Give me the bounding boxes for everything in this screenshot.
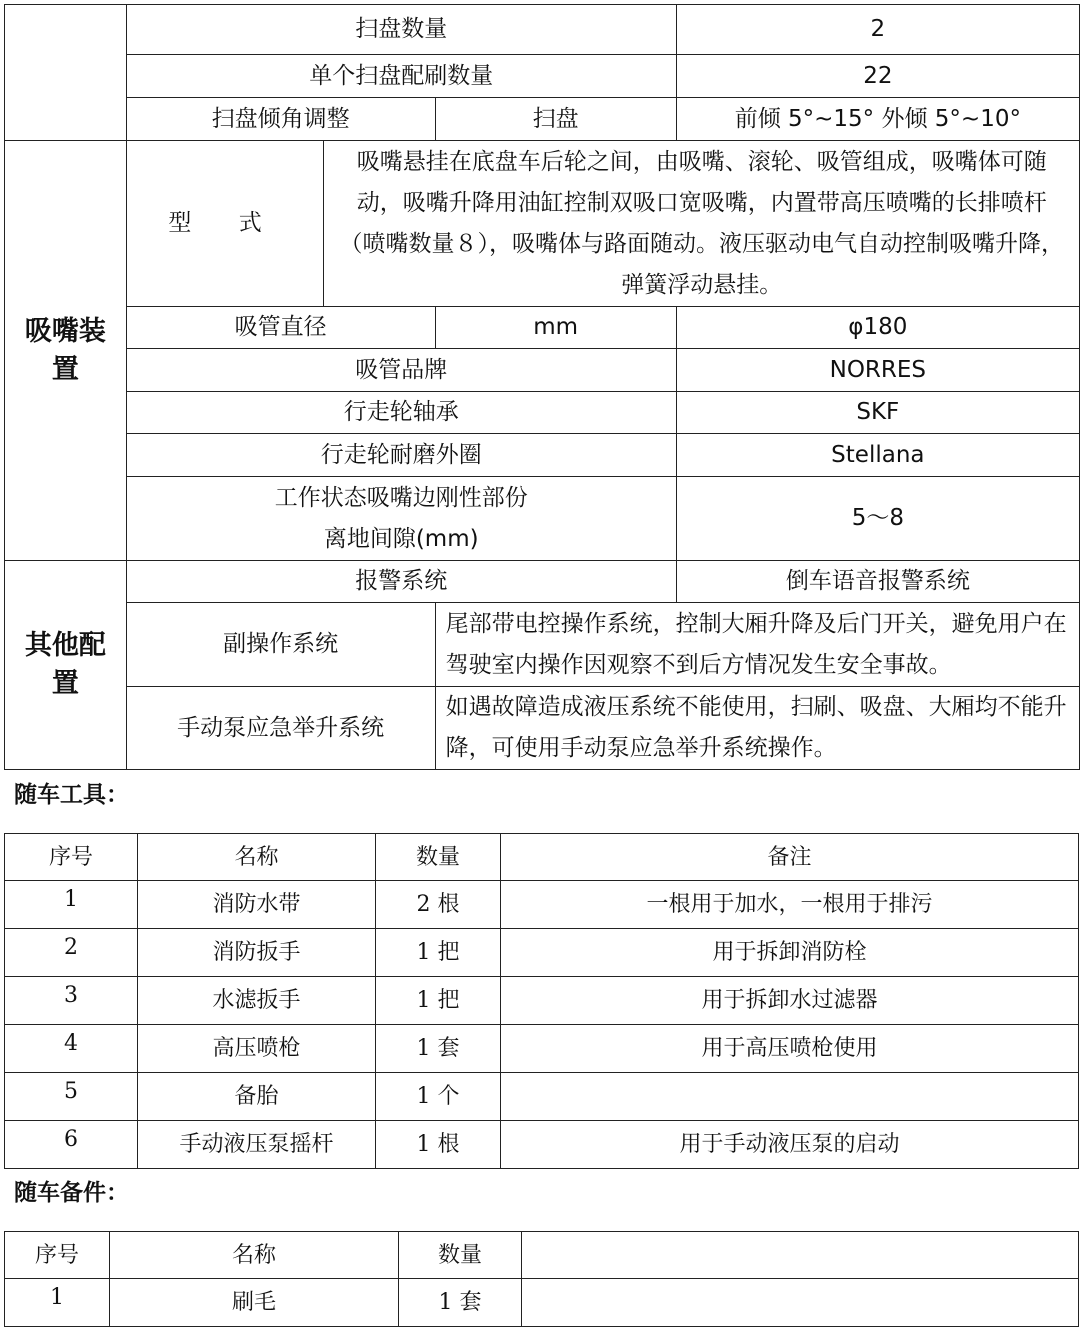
spares-header-name: 名称 [110,1232,399,1279]
tools-header-note: 备注 [501,834,1079,881]
disc-count-label: 扫盘数量 [126,5,676,55]
spares-header-row [5,1232,1079,1279]
tool-qty: 1 套 [376,1025,501,1073]
spec-row-edge-gap [5,477,1080,561]
tilt-label: 扫盘倾角调整 [126,98,435,141]
pipe-diameter-unit: mm [435,307,676,349]
spare-qty: 1 套 [399,1279,522,1327]
wheel-ring-value: Stellana [676,434,1079,477]
spare-no: 1 [5,1279,110,1327]
spec-table [4,4,1080,770]
brush-per-disc-label: 单个扫盘配刷数量 [126,55,676,98]
nozzle-type-label: 型 式 [126,141,324,307]
spec-row-nozzle-type [5,141,1080,307]
tool-note: 用于高压喷枪使用 [501,1025,1079,1073]
tools-header-no: 序号 [5,834,138,881]
spec-row-disc-count [5,5,1080,55]
tool-name: 手动液压泵摇杆 [138,1121,376,1169]
sweep-group-cell [5,5,127,141]
pipe-diameter-label: 吸管直径 [126,307,435,349]
tool-name: 高压喷枪 [138,1025,376,1073]
pipe-brand-label: 吸管品牌 [126,349,676,392]
tool-name: 消防扳手 [138,929,376,977]
tool-no: 3 [5,977,138,1025]
alarm-label: 报警系统 [126,561,676,603]
tool-note: 用于拆卸消防栓 [501,929,1079,977]
tool-qty: 1 把 [376,929,501,977]
spec-row-wheel-bearing [5,392,1080,434]
edge-gap-value: 5～8 [676,477,1079,561]
table-row [5,1121,1079,1169]
spec-row-tilt [5,98,1080,141]
aux-operation-label: 副操作系统 [126,603,435,687]
pipe-brand-value: NORRES [676,349,1079,392]
table-row [5,881,1079,929]
nozzle-type-desc: 吸嘴悬挂在底盘车后轮之间，由吸嘴、滚轮、吸管组成，吸嘴体可随动，吸嘴升降用油缸控制双吸口宽吸嘴，内置带高压喷嘴的长排喷杆（喷嘴数量８），吸嘴体与路面随动。液压驱动电气自动控制吸嘴升降，弹簧浮动悬挂。 [324,141,1080,307]
spare-note [522,1279,1079,1327]
spec-row-pipe-brand [5,349,1080,392]
nozzle-group-label: 吸嘴装置 [5,141,127,561]
edge-gap-label [126,477,676,561]
tool-note: 用于拆卸水过滤器 [501,977,1079,1025]
edge-gap-label-line2: 离地间隙(mm) [323,525,479,552]
tool-qty: 1 根 [376,1121,501,1169]
tool-no: 2 [5,929,138,977]
spares-header-qty: 数量 [399,1232,522,1279]
manual-pump-value: 如遇故障造成液压系统不能使用，扫刷、吸盘、大厢均不能升降，可使用手动泵应急举升系统操作。 [435,687,1079,770]
other-group-label: 其他配置 [5,561,127,770]
manual-pump-label: 手动泵应急举升系统 [126,687,435,770]
spares-header-no: 序号 [5,1232,110,1279]
wheel-bearing-label: 行走轮轴承 [126,392,676,434]
tool-name: 水滤扳手 [138,977,376,1025]
tilt-value: 前倾 5°~15° 外倾 5°~10° [676,98,1079,141]
pipe-diameter-value: φ180 [676,307,1079,349]
tool-no: 4 [5,1025,138,1073]
spec-row-aux-operation [5,603,1080,687]
spec-row-pipe-diameter [5,307,1080,349]
tool-name: 消防水带 [138,881,376,929]
tool-note: 用于手动液压泵的启动 [501,1121,1079,1169]
spec-row-wheel-ring [5,434,1080,477]
tools-table [4,833,1079,1169]
tools-section-title: 随车工具： [14,782,129,808]
tool-qty: 2 根 [376,881,501,929]
spare-name: 刷毛 [110,1279,399,1327]
spec-row-manual-pump [5,687,1080,770]
table-row [5,1279,1079,1327]
tool-qty: 1 把 [376,977,501,1025]
tool-no: 1 [5,881,138,929]
disc-count-value: 2 [676,5,1079,55]
alarm-value: 倒车语音报警系统 [676,561,1079,603]
tool-note: 一根用于加水，一根用于排污 [501,881,1079,929]
table-row [5,1073,1079,1121]
wheel-bearing-value: SKF [676,392,1079,434]
table-row [5,929,1079,977]
tool-note [501,1073,1079,1121]
table-row [5,1025,1079,1073]
spec-row-brush-per-disc [5,55,1080,98]
tool-no: 6 [5,1121,138,1169]
spares-table [4,1231,1079,1327]
tools-header-qty: 数量 [376,834,501,881]
tool-no: 5 [5,1073,138,1121]
spec-row-alarm [5,561,1080,603]
aux-operation-value: 尾部带电控操作系统，控制大厢升降及后门开关，避免用户在驾驶室内操作因观察不到后方情况发生安全事故。 [435,603,1079,687]
spares-section-title: 随车备件： [14,1180,129,1206]
tool-qty: 1 个 [376,1073,501,1121]
tools-header-name: 名称 [138,834,376,881]
wheel-ring-label: 行走轮耐磨外圈 [126,434,676,477]
table-row [5,977,1079,1025]
spares-header-blank [522,1232,1079,1279]
edge-gap-label-line1: 工作状态吸嘴边刚性部份 [274,484,528,511]
tool-name: 备胎 [138,1073,376,1121]
tilt-part: 扫盘 [435,98,676,141]
tools-header-row [5,834,1079,881]
brush-per-disc-value: 22 [676,55,1079,98]
